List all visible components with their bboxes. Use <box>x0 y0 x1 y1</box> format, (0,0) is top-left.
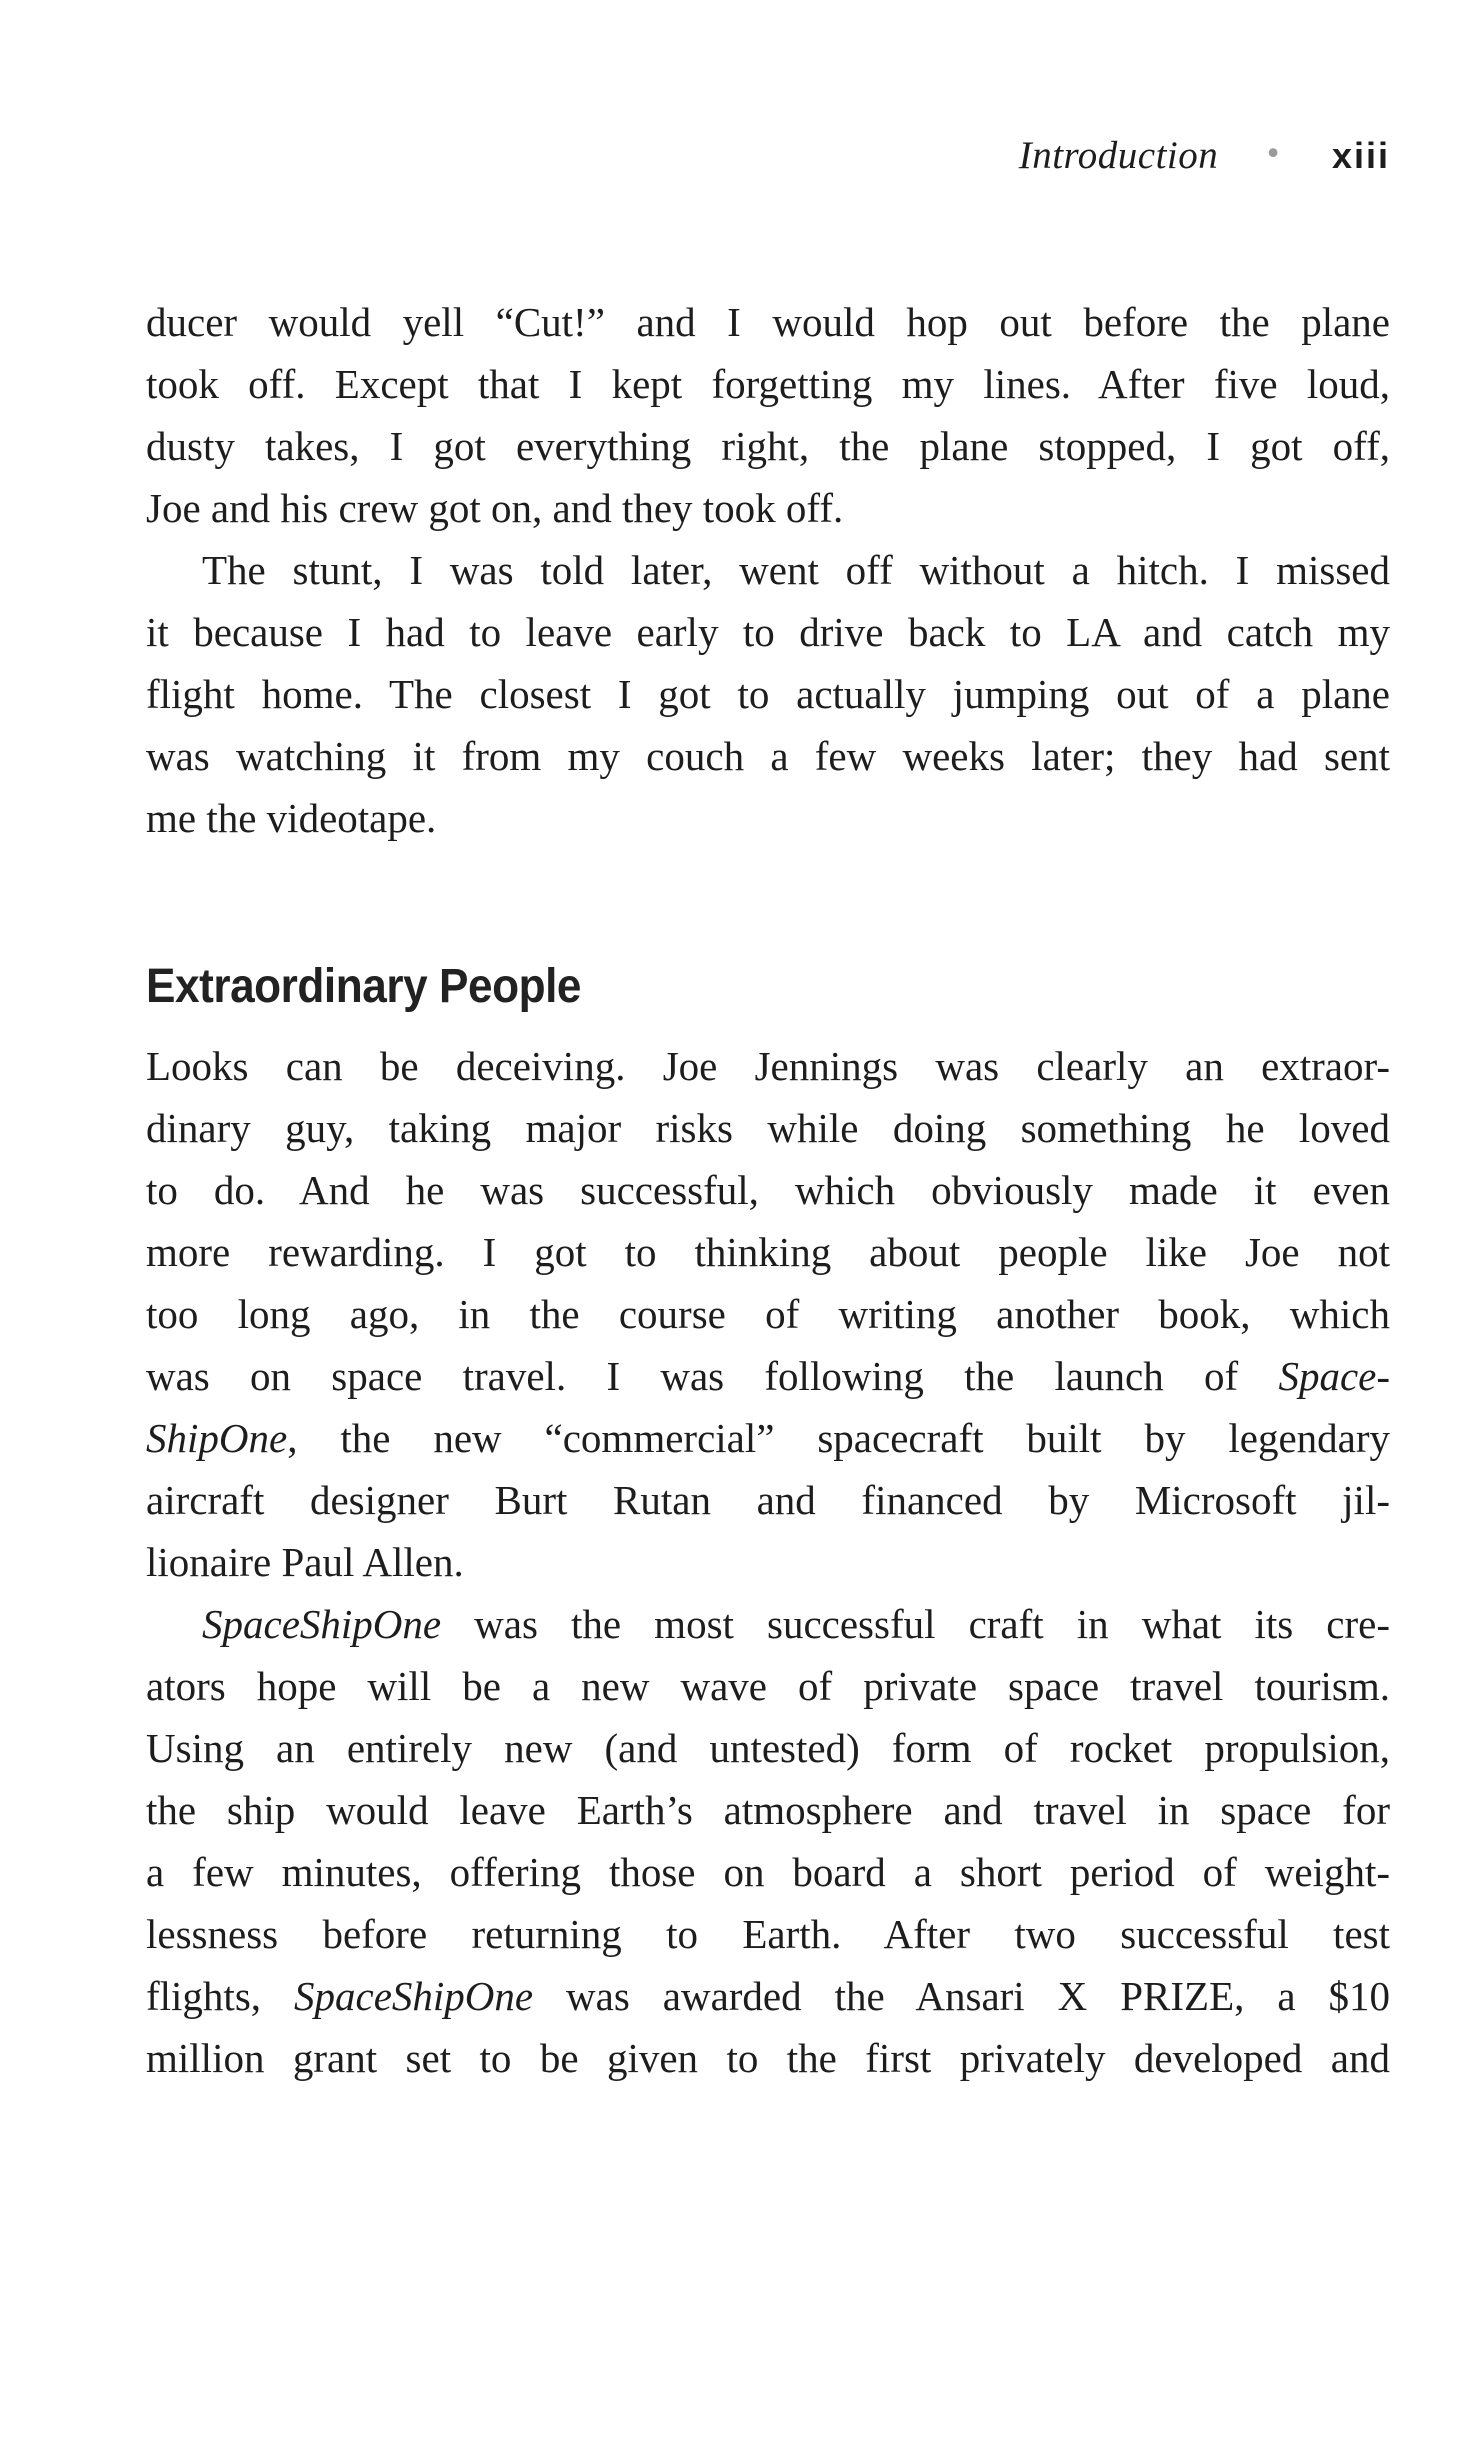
text-run: The stunt, I was told later, went off without a hitch. I missed <box>202 547 1390 593</box>
bullet-separator-icon: • <box>1264 137 1282 172</box>
text-line <box>146 601 1390 663</box>
text-line <box>146 1903 1390 1965</box>
text-line <box>146 291 1390 353</box>
italic-text-run: SpaceShipOne <box>202 1601 442 1647</box>
text-run: was watching it from my couch a few weeks later; they had sent <box>146 733 1390 779</box>
text-column <box>146 0 1390 2089</box>
paragraph <box>146 1035 1390 1593</box>
text-run: million grant set to be given to the first privately developed and <box>146 2035 1390 2081</box>
text-line <box>146 663 1390 725</box>
paragraph <box>146 291 1390 539</box>
text-line <box>146 725 1390 787</box>
paragraph <box>146 1593 1390 2089</box>
text-run: too long ago, in the course of writing another book, which <box>146 1291 1390 1337</box>
text-run: dusty takes, I got everything right, the plane stopped, I got off, <box>146 423 1390 469</box>
italic-text-run: SpaceShipOne <box>294 1973 534 2019</box>
text-run: the ship would leave Earth’s atmosphere and travel in space for <box>146 1787 1390 1833</box>
text-line <box>146 1035 1390 1097</box>
text-line <box>146 1345 1390 1407</box>
text-run: was awarded the Ansari X PRIZE, a $10 <box>533 1973 1390 2019</box>
text-line <box>146 539 1390 601</box>
text-line <box>146 1283 1390 1345</box>
text-line <box>146 1531 1390 1593</box>
section-body-paragraphs <box>146 1035 1390 2089</box>
text-run: a few minutes, offering those on board a short period of weight- <box>146 1849 1390 1895</box>
text-run: flights, <box>146 1973 294 2019</box>
text-line <box>146 1717 1390 1779</box>
text-run: Using an entirely new (and untested) form of rocket propulsion, <box>146 1725 1390 1771</box>
text-line <box>146 1407 1390 1469</box>
text-line <box>146 1965 1390 2027</box>
text-run: more rewarding. I got to thinking about people like Joe not <box>146 1229 1390 1275</box>
text-run: lessness before returning to Earth. After two successful test <box>146 1911 1390 1957</box>
text-line <box>146 1159 1390 1221</box>
text-run: flight home. The closest I got to actually jumping out of a plane <box>146 671 1390 717</box>
italic-text-run: ShipOne <box>146 1415 288 1461</box>
text-run: lionaire Paul Allen. <box>146 1539 464 1585</box>
text-line <box>146 1593 1390 1655</box>
text-line <box>146 1779 1390 1841</box>
italic-text-run: Space- <box>1278 1353 1390 1399</box>
text-line <box>146 1221 1390 1283</box>
text-run: to do. And he was successful, which obviously made it even <box>146 1167 1390 1213</box>
text-line <box>146 353 1390 415</box>
running-header <box>146 136 1390 175</box>
text-run: Looks can be deceiving. Joe Jennings was clearly an extraor- <box>146 1043 1390 1089</box>
text-line <box>146 2027 1390 2089</box>
text-run: was on space travel. I was following the launch of <box>146 1353 1279 1399</box>
text-run: took off. Except that I kept forgetting my lines. After five loud, <box>146 361 1390 407</box>
text-line <box>146 415 1390 477</box>
text-run: Joe and his crew got on, and they took off. <box>146 485 844 531</box>
text-run: dinary guy, taking major risks while doing something he loved <box>146 1105 1390 1151</box>
text-run: , the new “commercial” spacecraft built by legendary <box>287 1415 1390 1461</box>
section-heading: Extraordinary People <box>146 960 582 1013</box>
text-line <box>146 477 1390 539</box>
text-line <box>146 1655 1390 1717</box>
text-run: ducer would yell “Cut!” and I would hop out before the plane <box>146 299 1390 345</box>
text-run: aircraft designer Burt Rutan and financed by Microsoft jil- <box>146 1477 1390 1523</box>
intro-continuation-paragraphs <box>146 291 1390 849</box>
text-line <box>146 1097 1390 1159</box>
page-number: xiii <box>1331 135 1390 176</box>
paragraph <box>146 539 1390 849</box>
running-header-section-title: Introduction <box>1018 134 1219 177</box>
text-run: ators hope will be a new wave of private space travel tourism. <box>146 1663 1390 1709</box>
text-line <box>146 1469 1390 1531</box>
text-run: me the videotape. <box>146 795 437 841</box>
text-run: it because I had to leave early to drive back to LA and catch my <box>146 609 1390 655</box>
text-line <box>146 787 1390 849</box>
text-run: was the most successful craft in what its cre- <box>441 1601 1390 1647</box>
text-line <box>146 1841 1390 1903</box>
